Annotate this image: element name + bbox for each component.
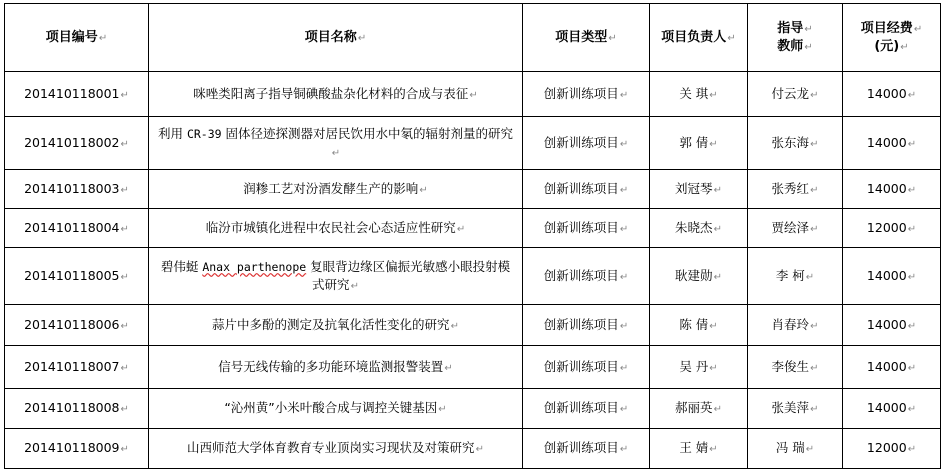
cell-advisor: 张东海↵ (748, 117, 843, 170)
cell-fund: 12000↵ (843, 209, 941, 248)
cell-id: 201410118002↵ (5, 117, 149, 170)
cell-leader: 陈 倩↵ (650, 305, 748, 346)
table-row (5, 305, 941, 346)
cell-id: 201410118009↵ (5, 429, 149, 469)
header-leader: 项目负责人↵ (650, 4, 748, 72)
cell-id: 201410118004↵ (5, 209, 149, 248)
cell-advisor: 付云龙↵ (748, 72, 843, 117)
cell-fund: 12000↵ (843, 429, 941, 469)
cell-leader: 吴 丹↵ (650, 346, 748, 389)
header-id: 项目编号↵ (5, 4, 149, 72)
spellcheck-underlined-text: Anax parthenope (202, 259, 307, 274)
cell-advisor: 张秀红↵ (748, 170, 843, 209)
cell-leader: 朱晓杰↵ (650, 209, 748, 248)
cell-name: “沁州黄”小米叶酸合成与调控关键基因↵ (149, 389, 523, 429)
cell-name: 蒜片中多酚的测定及抗氧化活性变化的研究↵ (149, 305, 523, 346)
cell-name: 碧伟蜓 Anax parthenope 复眼背边缘区偏振光敏感小眼投射模式研究↵ (149, 248, 523, 305)
cell-name: 山西师范大学体育教育专业顶岗实习现状及对策研究↵ (149, 429, 523, 469)
cell-name: 临汾市城镇化进程中农民社会心态适应性研究↵ (149, 209, 523, 248)
table-row (5, 346, 941, 389)
table-row (5, 209, 941, 248)
cell-name: 咪唑类阳离子指导铜碘酸盐杂化材料的合成与表征↵ (149, 72, 523, 117)
project-table (4, 3, 941, 469)
cell-fund: 14000↵ (843, 248, 941, 305)
header-fund: 项目经费↵ (元)↵ (843, 4, 941, 72)
cell-id: 201410118007↵ (5, 346, 149, 389)
header-advisor: 指导↵ 教师↵ (748, 4, 843, 72)
cell-advisor: 张美萍↵ (748, 389, 843, 429)
cell-leader: 王 婧↵ (650, 429, 748, 469)
cell-id: 201410118008↵ (5, 389, 149, 429)
cell-fund: 14000↵ (843, 170, 941, 209)
header-type: 项目类型↵ (523, 4, 650, 72)
table-row (5, 117, 941, 170)
cell-type: 创新训练项目↵ (523, 248, 650, 305)
cell-leader: 郝丽英↵ (650, 389, 748, 429)
cell-name: 利用 CR-39 固体径迹探测器对居民饮用水中氡的辐射剂量的研究↵ (149, 117, 523, 170)
cell-leader: 耿建勋↵ (650, 248, 748, 305)
cell-type: 创新训练项目↵ (523, 305, 650, 346)
cell-fund: 14000↵ (843, 305, 941, 346)
cell-id: 201410118006↵ (5, 305, 149, 346)
cell-leader: 郭 倩↵ (650, 117, 748, 170)
table-row (5, 248, 941, 305)
cell-id: 201410118003↵ (5, 170, 149, 209)
cell-fund: 14000↵ (843, 346, 941, 389)
cell-id: 201410118005↵ (5, 248, 149, 305)
cell-type: 创新训练项目↵ (523, 346, 650, 389)
cell-type: 创新训练项目↵ (523, 117, 650, 170)
cell-advisor: 贾绘泽↵ (748, 209, 843, 248)
table-row (5, 429, 941, 469)
cell-leader: 刘冠琴↵ (650, 170, 748, 209)
cell-type: 创新训练项目↵ (523, 429, 650, 469)
header-row (5, 4, 941, 72)
project-table-wrapper (4, 3, 941, 469)
cell-fund: 14000↵ (843, 72, 941, 117)
cell-fund: 14000↵ (843, 389, 941, 429)
table-row (5, 72, 941, 117)
cell-fund: 14000↵ (843, 117, 941, 170)
cell-type: 创新训练项目↵ (523, 72, 650, 117)
cell-type: 创新训练项目↵ (523, 389, 650, 429)
cell-advisor: 肖春玲↵ (748, 305, 843, 346)
cell-advisor: 李俊生↵ (748, 346, 843, 389)
cell-name: 信号无线传输的多功能环境监测报警装置↵ (149, 346, 523, 389)
cell-name: 润糁工艺对汾酒发酵生产的影响↵ (149, 170, 523, 209)
cell-id: 201410118001↵ (5, 72, 149, 117)
cell-advisor: 李 柯↵ (748, 248, 843, 305)
table-row (5, 389, 941, 429)
cell-type: 创新训练项目↵ (523, 209, 650, 248)
cell-advisor: 冯 瑞↵ (748, 429, 843, 469)
table-row (5, 170, 941, 209)
cell-type: 创新训练项目↵ (523, 170, 650, 209)
cell-leader: 关 琪↵ (650, 72, 748, 117)
header-name: 项目名称↵ (149, 4, 523, 72)
